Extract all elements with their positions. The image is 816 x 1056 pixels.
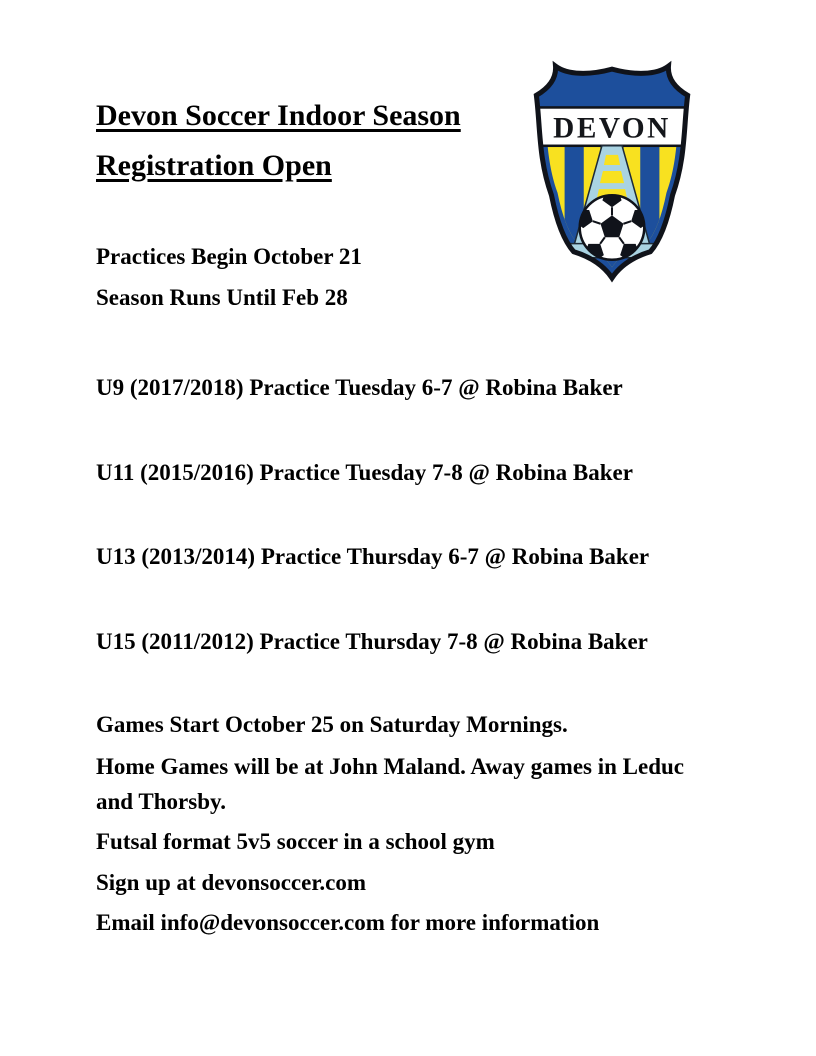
schedule-line-u11: U11 (2015/2016) Practice Tuesday 7-8 @ Robina Baker xyxy=(96,460,633,485)
practices-begin-line: Practices Begin October 21 xyxy=(96,244,362,269)
schedule-line-u13: U13 (2013/2014) Practice Thursday 6-7 @ Robina Baker xyxy=(96,544,650,569)
home-games-line: Home Games will be at John Maland. Away games in Leduc xyxy=(96,754,685,779)
flyer-title-line-2: Registration Open xyxy=(96,149,332,182)
devon-soccer-crest-logo xyxy=(511,54,713,288)
schedule-line-u15: U15 (2011/2012) Practice Thursday 7-8 @ Robina Baker xyxy=(96,629,648,654)
futsal-format-line: Futsal format 5v5 soccer in a school gym xyxy=(96,829,495,854)
sign-up-line: Sign up at devonsoccer.com xyxy=(96,870,367,895)
home-games-line-2: and Thorsby. xyxy=(96,789,226,814)
schedule-line-u9: U9 (2017/2018) Practice Tuesday 6-7 @ Robina Baker xyxy=(96,375,623,400)
flyer-title-line-1: Devon Soccer Indoor Season xyxy=(96,99,461,132)
email-info-line: Email info@devonsoccer.com for more information xyxy=(96,910,600,935)
games-start-line: Games Start October 25 on Saturday Mornings. xyxy=(96,712,568,737)
season-runs-line: Season Runs Until Feb 28 xyxy=(96,285,348,310)
devon-banner-text: DEVON xyxy=(553,112,671,145)
